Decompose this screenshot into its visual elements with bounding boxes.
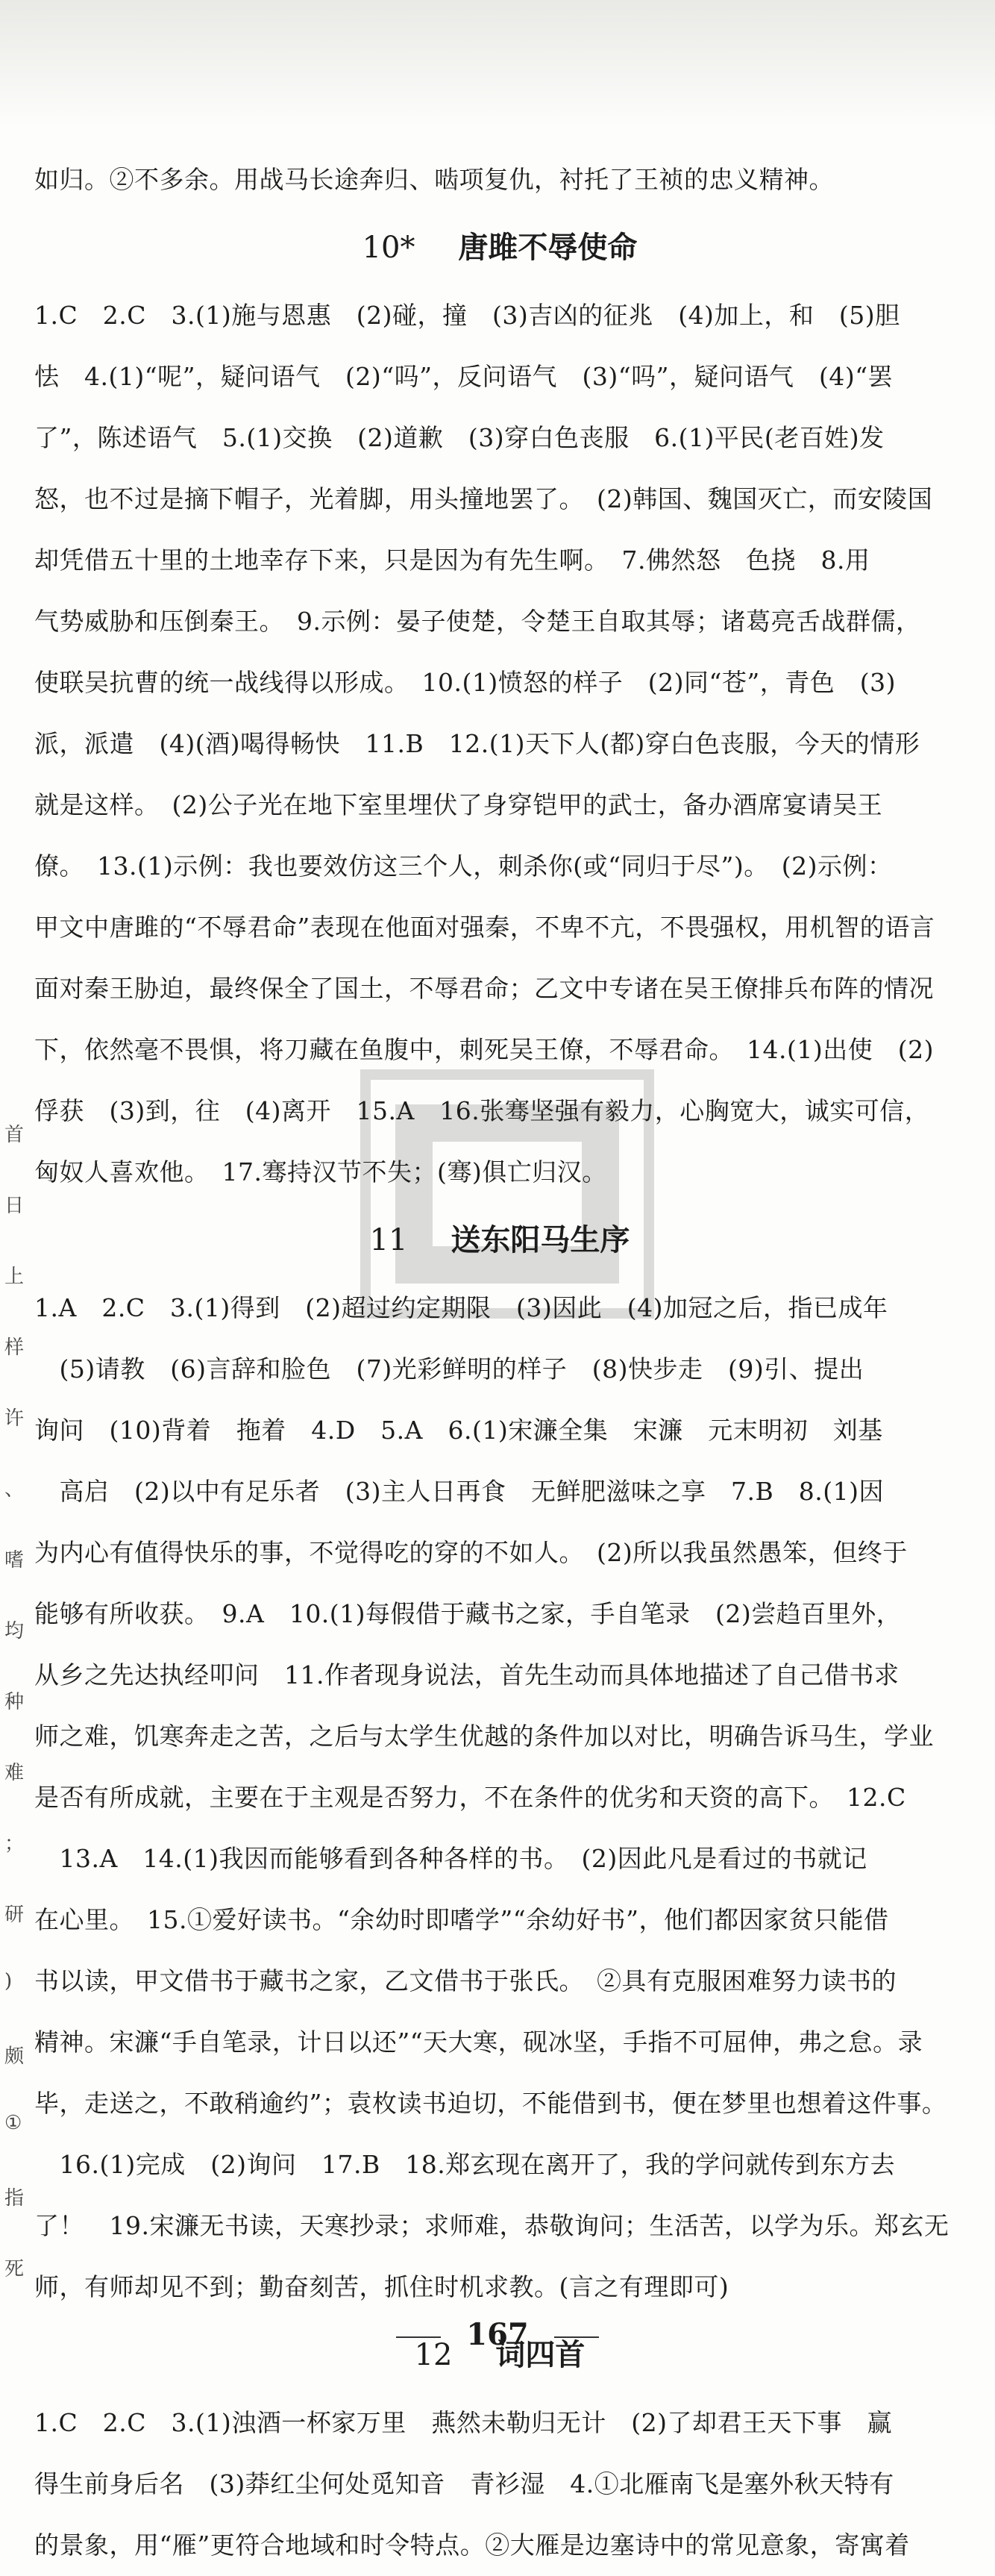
page-number-dash-left <box>396 2336 441 2338</box>
margin-mark: 指 <box>4 2187 25 2210</box>
answer-line: 匈奴人喜欢他。 17.骞持汉节不失；(骞)俱亡归汉。 <box>34 1157 607 1187</box>
answer-line: 了！ 19.宋濂无书读，天寒抄录；求师难，恭敬询问；生活苦，以学为乐。郑玄无 <box>34 2211 950 2240</box>
margin-mark: 样 <box>4 1337 25 1359</box>
answer-line: 僚。 13.(1)示例：我也要效仿这三个人，刺杀你(或“同归于尽”)。 (2)示例： <box>34 851 893 881</box>
margin-mark: 上 <box>4 1266 25 1288</box>
answer-line: 师之难，饥寒奔走之苦，之后与太学生优越的条件加以对比，明确告诉马生，学业 <box>34 1722 934 1751</box>
scan-shade <box>0 0 995 127</box>
answer-line: 从乡之先达执经叩问 11.作者现身说法，首先生动而具体地描述了自己借书求 <box>34 1660 900 1689</box>
margin-mark: 均 <box>4 1620 25 1642</box>
margin-mark: 颇 <box>4 2045 25 2068</box>
answer-line: 面对秦王胁迫，最终保全了国土，不辱君命；乙文中专诸在吴王僚排兵布阵的情况 <box>34 974 934 1003</box>
page-number-value: 167 <box>466 2317 529 2352</box>
answer-line: 怯 4.(1)“呢”，疑问语气 (2)“吗”，反问语气 (3)“吗”，疑问语气 (4)“罢 <box>34 362 894 391</box>
margin-mark: 研 <box>4 1904 25 1926</box>
answer-line: 1.A 2.C 3.(1)得到 (2)超过约定期限 (3)因此 (4)加冠之后，指已成年 <box>34 1293 888 1322</box>
margin-mark: 、 <box>4 1478 25 1501</box>
section-title: 送东阳马生序 <box>451 1222 630 1257</box>
margin-mark: ) <box>4 1970 13 1992</box>
answer-column <box>34 149 965 2576</box>
section-11-body <box>34 1278 965 2318</box>
answer-line: 在心里。 15.①爱好读书。“余幼时即嗜学”“余幼好书”，他们都因家贫只能借 <box>34 1905 889 1934</box>
answer-line: (5)请教 (6)言辞和脸色 (7)光彩鲜明的样子 (8)快步走 (9)引、提出 <box>34 1354 864 1384</box>
margin-mark: 死 <box>4 2258 25 2280</box>
answer-line: 精神。宋濂“手自笔录，计日以还”“天大寒，砚冰坚，手指不可屈伸，弗之怠。录 <box>34 2028 923 2057</box>
section-12-body <box>34 2392 965 2576</box>
answer-line: 派，派遣 (4)(酒)喝得畅快 11.B 12.(1)天下人(都)穿白色丧服，今天的情形 <box>34 729 920 758</box>
margin-mark: ； <box>4 1833 25 1855</box>
answer-line: 是否有所成就，主要在于主观是否努力，不在条件的优劣和天资的高下。 12.C <box>34 1783 906 1812</box>
answer-line: 为内心有值得快乐的事，不觉得吃的穿的不如人。 (2)所以我虽然愚笨，但终于 <box>34 1538 908 1567</box>
margin-mark: 许 <box>4 1407 25 1430</box>
intro-line: 如归。②不多余。用战马长途奔归、啮项复仇，衬托了王祯的忠义精神。 <box>34 165 834 194</box>
margin-mark: ① <box>4 2112 22 2134</box>
answer-line: 气势威胁和压倒秦王。 9.示例：晏子使楚，令楚王自取其辱；诸葛亮舌战群儒， <box>34 607 921 636</box>
section-number: 12 <box>414 2338 453 2372</box>
answer-line: 就是这样。 (2)公子光在地下室里埋伏了身穿铠甲的武士，备办酒席宴请吴王 <box>34 790 883 819</box>
section-heading-10 <box>34 210 965 285</box>
left-margin-bleed <box>0 1119 25 2313</box>
section-number: 11 <box>369 1223 408 1257</box>
answer-line: 毕，走送之，不敢稍逾约”；袁枚读书迫切，不能借到书，便在梦里也想着这件事。 <box>34 2089 947 2118</box>
answer-line: 询问 (10)背着 拖着 4.D 5.A 6.(1)宋濂全集 宋濂 元末明初 刘基 <box>34 1416 883 1445</box>
page-number-dash-right <box>554 2336 599 2338</box>
answer-line: 下，依然毫不畏惧，将刀藏在鱼腹中，刺死吴王僚，不辱君命。 14.(1)出使 (2) <box>34 1035 934 1064</box>
answer-line: 得生前身后名 (3)莽红尘何处觅知音 青衫湿 4.①北雁南飞是塞外秋天特有 <box>34 2469 894 2498</box>
answer-line: 的景象，用“雁”更符合地域和时令特点。②大雁是边塞诗中的常见意象，寄寓着 <box>34 2530 910 2560</box>
section-title: 词四首 <box>495 2337 586 2372</box>
answer-line: 甲文中唐雎的“不辱君命”表现在他面对强秦，不卑不亢，不畏强权，用机智的语言 <box>34 913 935 942</box>
margin-mark: 种 <box>4 1691 25 1713</box>
answer-line: 书以读，甲文借书于藏书之家，乙文借书于张氏。 ②具有克服困难努力读书的 <box>34 1966 897 1995</box>
margin-mark: 嗜 <box>4 1549 25 1572</box>
answer-line: 了”，陈述语气 5.(1)交换 (2)道歉 (3)穿白色丧服 6.(1)平民(老百姓)发 <box>34 423 885 452</box>
answer-line: 能够有所收获。 9.A 10.(1)每假借于藏书之家，手自笔录 (2)尝趋百里外， <box>34 1599 902 1628</box>
page-number <box>0 2317 995 2362</box>
answer-line: 13.A 14.(1)我因而能够看到各种各样的书。 (2)因此凡是看过的书就记 <box>34 1844 867 1873</box>
section-number: 10* <box>362 231 415 265</box>
answer-line: 师，有师却见不到；勤奋刻苦，抓住时机求教。(言之有理即可) <box>34 2272 729 2301</box>
margin-mark: 日 <box>4 1195 25 1217</box>
answer-line: 高启 (2)以中有足乐者 (3)主人日再食 无鲜肥滋味之享 7.B 8.(1)因 <box>34 1477 884 1506</box>
section-heading-11 <box>34 1203 965 1278</box>
answer-line: 16.(1)完成 (2)询问 17.B 18.郑玄现在离开了，我的学问就传到东方去 <box>34 2150 896 2179</box>
margin-mark: 首 <box>4 1124 25 1146</box>
answer-line: 1.C 2.C 3.(1)浊酒一杯家万里 燕然未勒归无计 (2)了却君王天下事 赢 <box>34 2408 892 2437</box>
margin-mark: 难 <box>4 1762 25 1784</box>
section-10-body <box>34 285 965 1203</box>
answer-line: 怒，也不过是摘下帽子，光着脚，用头撞地罢了。 (2)韩国、魏国灭亡，而安陵国 <box>34 484 933 513</box>
answer-line: 1.C 2.C 3.(1)施与恩惠 (2)碰，撞 (3)吉凶的征兆 (4)加上，和 (5)胆 <box>34 301 900 330</box>
answer-line: 却凭借五十里的土地幸存下来，只是因为有先生啊。 7.佛然怒 色挠 8.用 <box>34 545 870 575</box>
answer-line: 使联吴抗曹的统一战线得以形成。 10.(1)愤怒的样子 (2)同“苍”，青色 (3) <box>34 668 896 697</box>
section-title: 唐雎不辱使命 <box>458 230 638 265</box>
answer-line: 俘获 (3)到，往 (4)离开 15.A 16.张骞坚强有毅力，心胸宽大，诚实可信， <box>34 1096 930 1125</box>
